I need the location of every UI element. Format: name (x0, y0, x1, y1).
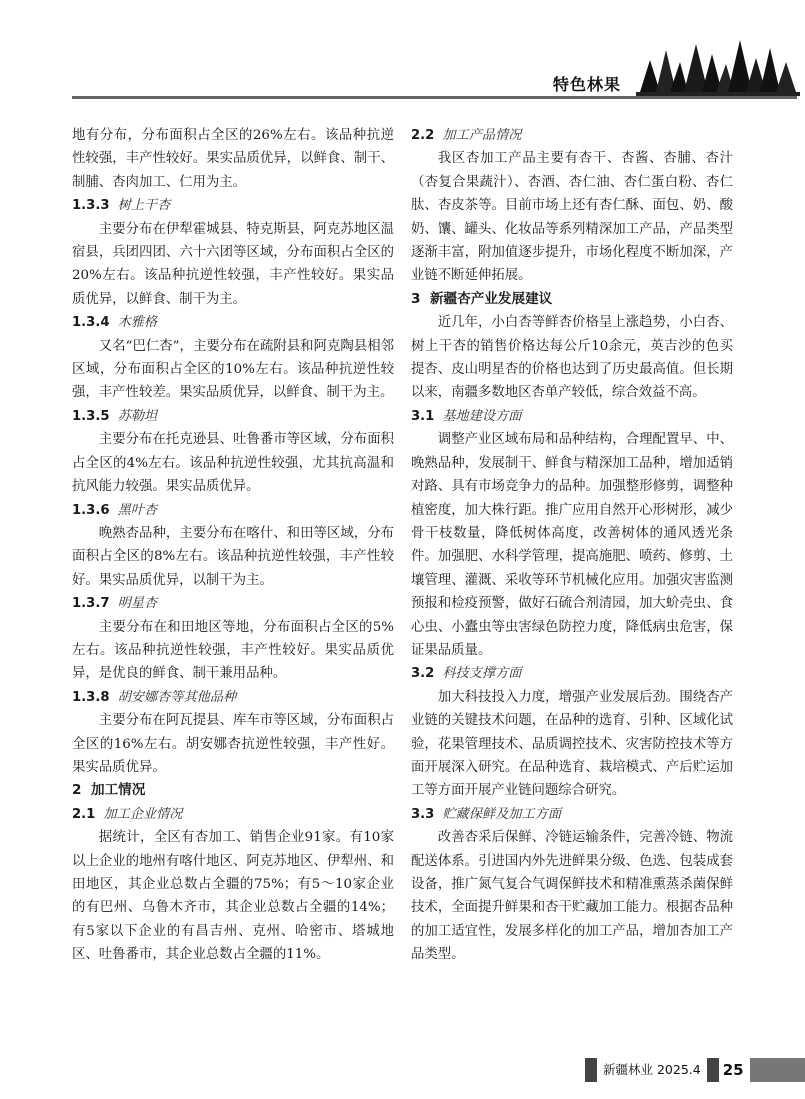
footer-block (585, 1058, 597, 1082)
paragraph: 调整产业区域布局和品种结构，合理配置早、中、晚熟品种，发展制干、鲜食与精深加工品种，增加适销对路、具有市场竞争力的品种。加强整形修剪，调整种植密度，加大株行距。推广应用自然开心形树形，减少骨干枝数量，降低树体高度，改善树体的通风透光条件。加强肥、水科学管理，提高施肥、喷药、修剪、土壤管理、灌溉、采收等环节机械化应用。加强灾害监测预报和检疫预警，做好石硫合剂清园，加大蚧壳虫、食心虫、小蠹虫等虫害绿色防控力度，降低病虫危害，保证果品质量。 (411, 432, 733, 658)
paragraph: 我区杏加工产品主要有杏干、杏酱、杏脯、杏汁（杏复合果蔬汁）、杏酒、杏仁油、杏仁蛋白粉、杏仁肽、杏皮茶等。目前市场上还有杏仁酥、面包、奶、酸奶、馕、罐头、化妆品等系列精深加工产品，产品类型逐渐丰富，附加值逐步提升，市场化程度不断加深，产业链不断延伸拓展。 (411, 151, 733, 284)
subsection-heading: 3.3 贮藏保鲜及加工方面 (411, 806, 562, 822)
subsection-heading: 3.1 基地建设方面 (411, 408, 522, 424)
paragraph: 改善杏采后保鲜、冷链运输条件，完善冷链、物流配送体系。引进国内外先进鲜果分级、色选、包装成套设备，推广氮气复合气调保鲜技术和精准熏蒸杀菌保鲜技术，全面提升鲜果和杏干贮藏加工能力。根据杏品种的加工适宜性，发展多样化的加工产品，增加杏加工产品类型。 (411, 830, 733, 963)
header-divider (72, 96, 797, 99)
paragraph: 主要分布在阿瓦提县、库车市等区域，分布面积占全区的16%左右。胡安娜杏抗逆性较强，丰产性好。果实品质优异。 (72, 713, 394, 775)
subsection-heading: 1.3.6 黑叶杏 (72, 502, 158, 518)
page-footer (585, 1058, 805, 1082)
section-tag: 特色林果 (553, 75, 622, 94)
subsection-heading: 1.3.5 苏勒坦 (72, 408, 158, 424)
paragraph: 近几年，小白杏等鲜杏价格呈上涨趋势，小白杏、树上干杏的销售价格达每公斤10余元，英吉沙的色买提杏、皮山明星杏的价格也达到了历史最高值。但长期以来，南疆多数地区杏单产较低，综合效益不高。 (411, 315, 733, 401)
page-number: 25 (722, 1061, 744, 1079)
left-column (72, 124, 394, 967)
paragraph: 主要分布在和田地区等地，分布面积占全区的5%左右。该品种抗逆性较强，丰产性较好。果实品质优异，是优良的鲜食、制干兼用品种。 (72, 619, 394, 682)
subsection-heading: 3.2 科技支撑方面 (411, 666, 522, 682)
section-heading: 3 新疆杏产业发展建议 (411, 290, 553, 307)
subsection-heading: 1.3.7 明星杏 (72, 596, 158, 612)
paragraph: 主要分布在伊犁霍城县、特克斯县，阿克苏地区温宿县，兵团四团、六十六团等区域，分布面积占全区的20%左右。该品种抗逆性较强，丰产性较好。果实品质优异，以鲜食、制干为主。 (72, 221, 394, 307)
footer-bar (750, 1058, 805, 1082)
section-heading: 2 加工情况 (72, 782, 146, 799)
paragraph: 晚熟杏品种，主要分布在喀什、和田等区域，分布面积占全区的8%左右。该品种抗逆性较强，丰产性较好。果实品质优异，以制干为主。 (72, 525, 394, 588)
paragraph: 主要分布在托克逊县、吐鲁番市等区域，分布面积占全区的4%左右。该品种抗逆性较强，尤其抗高温和抗风能力较强。果实品质优异。 (72, 432, 394, 495)
journal-issue: 新疆林业 2025.4 (603, 1062, 701, 1077)
subsection-heading: 1.3.8 胡安娜杏等其他品种 (72, 689, 237, 705)
paragraph: 又名“巴仁杏”，主要分布在疏附县和阿克陶县相邻区域，分布面积占全区的10%左右。该品种抗逆性较强，丰产性较差。果实品质优异，以鲜食、制干为主。 (72, 338, 394, 401)
subsection-heading: 2.1 加工企业情况 (72, 806, 183, 822)
paragraph: 地有分布，分布面积占全区的26%左右。该品种抗逆性较强，丰产性较好。果实品质优异，以鲜食、制干、制脯、杏肉加工、仁用为主。 (72, 128, 394, 190)
paragraph: 加大科技投入力度，增强产业发展后劲。围绕杏产业链的关键技术问题，在品种的选育、引种、区域化试验，花果管理技术、品质调控技术、灾害防控技术等方面开展深入研究。在品种选育、栽培模式、产后贮运加工等方面开展产业链问题综合研究。 (411, 689, 733, 799)
subsection-heading: 1.3.4 木雅格 (72, 315, 158, 331)
subsection-heading: 2.2 加工产品情况 (411, 128, 522, 143)
paragraph: 据统计，全区有杏加工、销售企业91家。有10家以上企业的地州有喀什地区、阿克苏地区、伊犁州、和田地区，其企业总数占全疆的75%；有5～10家企业的有巴州、乌鲁木齐市，其企业总数占全疆的14%；有5家以下企业的有昌吉州、克州、哈密市、塔城地区、吐鲁番市，其企业总数占全疆的11%。 (72, 830, 394, 963)
tree-silhouette-icon (636, 40, 800, 96)
subsection-heading: 1.3.3 树上干杏 (72, 198, 171, 214)
right-column (411, 124, 733, 967)
footer-separator (707, 1058, 719, 1082)
